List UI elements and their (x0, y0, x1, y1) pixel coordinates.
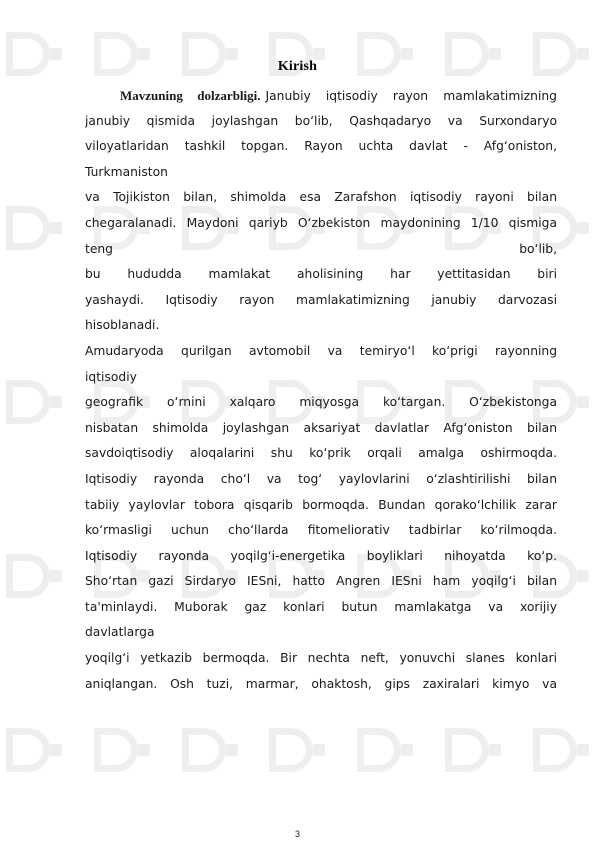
text-line: Amudaryoda qurilgan avtomobil va temiryo‘l ko‘prigi rayonning (85, 343, 557, 358)
text-line: nisbatan shimolda joylashgan aksariyat davlatlar Afg‘oniston bilan (85, 420, 557, 435)
line-text: Janubiy iqtisodiy rayon mamlakatimizning (265, 89, 557, 103)
watermark-logo-icon (533, 728, 589, 772)
text-line: yoqilg‘i yetkazib bermoqda. Bir nechta neft, yonuvchi slanes konlari (85, 651, 557, 666)
watermark-row (0, 728, 595, 772)
text-line: chegaralanadi. Maydoni qariyb O‘zbekiston maydonining 1/10 qismiga (85, 215, 557, 230)
page-number: 3 (294, 829, 300, 839)
watermark-logo-icon (6, 728, 62, 772)
text-line: hisoblanadi. (85, 318, 160, 333)
text-line: Iqtisodiy rayonda cho‘l va tog‘ yaylovlarini o‘zlashtirilishi bilan (85, 471, 557, 486)
watermark-logo-icon (6, 206, 62, 250)
text-line: geografik o‘rnini xalqaro miqyosga ko‘targan. O‘zbekistonga (85, 395, 557, 410)
text-line: yashaydi. Iqtisodiy rayon mamlakatimizning janubiy darvozasi (85, 292, 557, 307)
text-line: Iqtisodiy rayonda yoqilg‘i-energetika boyliklari nihoyatda ko‘p. (85, 548, 557, 563)
text-line: bu hududda mamlakat aholisining har yettitasidan biri (85, 267, 557, 282)
topic-label: Mavzuning dolzarbligi. (120, 88, 261, 103)
text-line: davlatlarga (85, 625, 155, 640)
watermark-logo-icon (357, 728, 413, 772)
text-line: viloyatlaridan tashkil topgan. Rayon uchta davlat - Afg‘oniston, (85, 139, 557, 154)
watermark-logo-icon (6, 554, 62, 598)
watermark-logo-icon (445, 728, 501, 772)
text-line: savdoiqtisodiy aloqalarini shu ko‘prik orqali amalga oshirmoqda. (85, 446, 557, 461)
text-line: ta'minlaydi. Muborak gaz konlari butun mamlakatga va xorijiy (85, 599, 557, 614)
text-line: aniqlangan. Osh tuzi, marmar, ohaktosh, gips zaxiralari kimyo va (85, 676, 557, 691)
watermark-logo-icon (182, 728, 238, 772)
text-line: va Tojikiston bilan, shimolda esa Zarafshon iqtisodiy rayoni bilan (85, 190, 557, 205)
text-line: iqtisodiy (85, 369, 137, 384)
text-line: teng bo‘lib, (85, 241, 557, 256)
watermark-logo-icon (269, 728, 325, 772)
watermark-logo-icon (6, 380, 62, 424)
text-line (85, 83, 557, 109)
text-line: janubiy qismida joylashgan bo‘lib, Qashqadaryo va Surxondaryo (85, 113, 557, 128)
text-line: ko‘rmasligi uchun cho‘llarda fitomeliorativ tadbirlar ko‘rilmoqda. (85, 523, 557, 538)
body-text (85, 83, 557, 697)
text-line: tabiiy yaylovlar tobora qisqarib bormoqda. Bundan qorako‘lchilik zarar (85, 497, 557, 512)
text-line: Sho‘rtan gazi Sirdaryo IESni, hatto Angren IESni ham yoqilg‘i bilan (85, 574, 557, 589)
page-title: Kirish (277, 59, 318, 74)
text-line: Turkmaniston (85, 164, 168, 179)
watermark-logo-icon (94, 728, 150, 772)
